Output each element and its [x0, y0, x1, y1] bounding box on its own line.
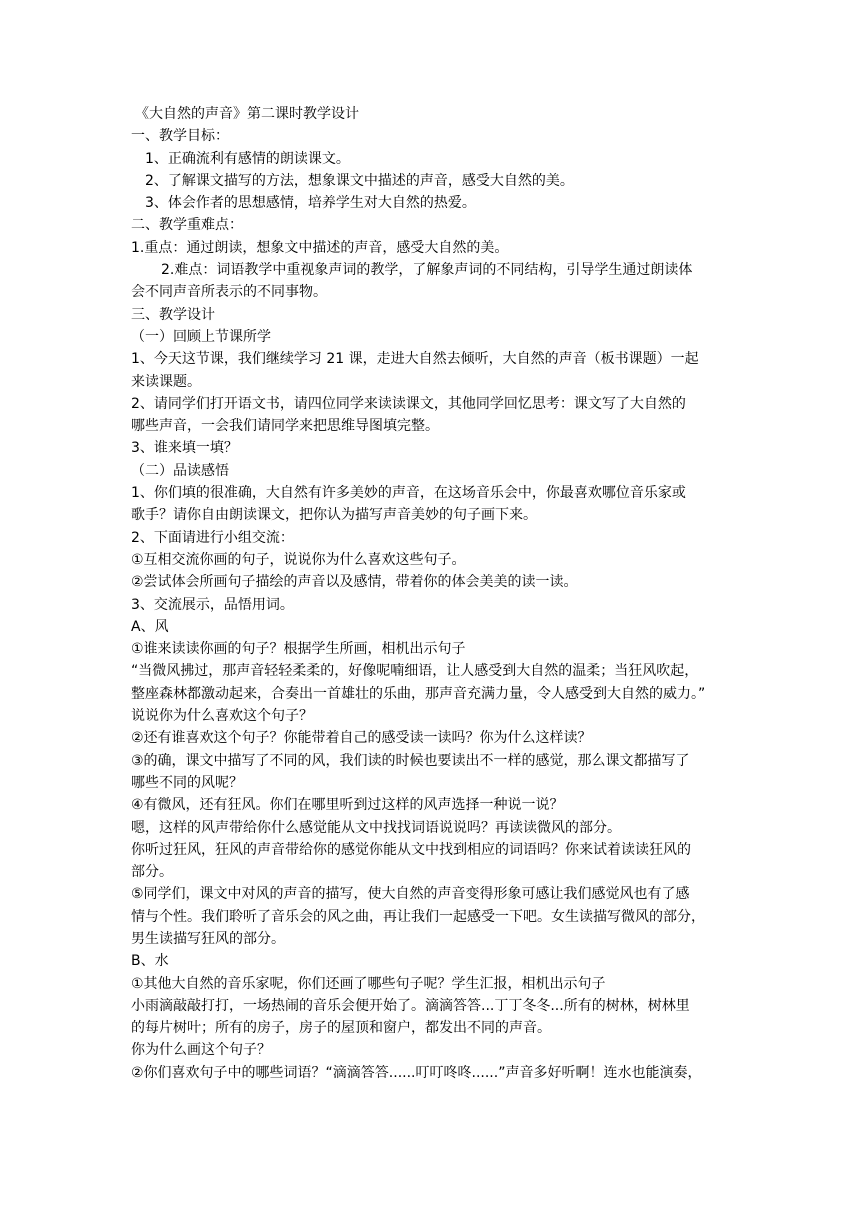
text-line: 1、你们填的很准确，大自然有许多美妙的声音，在这场音乐会中，你最喜欢哪位音乐家或	[131, 485, 686, 502]
quote-line: “当微风拂过，那声音轻轻柔柔的，好像呢喃细语，让人感受到大自然的温柔；当狂风吹起，	[131, 663, 699, 680]
text-line: 哪些声音，一会我们请同学来把思维导图填完整。	[131, 418, 439, 435]
subsection-review: （一）回顾上节课所学	[131, 328, 271, 345]
section-heading-key-points: 二、教学重难点：	[131, 217, 243, 234]
section-heading-objectives: 一、教学目标：	[131, 128, 229, 145]
text-line: 小雨滴敲敲打打，一场热闹的音乐会便开始了。滴滴答答...丁丁冬冬...所有的树林，树林里	[131, 997, 690, 1014]
difficulty-line-1: 2.难点：词语教学中重视象声词的教学，了解象声词的不同结构，引导学生通过朗读体	[161, 262, 693, 279]
text-line: 说说你为什么喜欢这个句子？	[131, 708, 313, 725]
text-line: 哪些不同的风呢？	[131, 774, 243, 791]
text-line: ⑤同学们，课文中对风的声音的描写，使大自然的声音变得形象可感让我们感觉风也有了感	[131, 886, 690, 903]
text-line: ④有微风，还有狂风。你们在哪里听到过这样的风声选择一种说一说？	[131, 797, 564, 814]
text-line: 来读课题。	[131, 373, 201, 390]
text-line: 部分。	[131, 864, 173, 881]
text-line: 你为什么画这个句子？	[131, 1042, 271, 1059]
quote-line: 整座森林都激动起来，合奏出一首雄壮的乐曲，那声音充满力量，令人感受到大自然的威力。”	[131, 685, 706, 702]
text-line: 歌手？请你自由朗读课文，把你认为描写声音美妙的句子画下来。	[131, 507, 537, 524]
text-line: ①互相交流你画的句子，说说你为什么喜欢这些句子。	[131, 551, 466, 568]
text-line: 2、下面请进行小组交流：	[131, 529, 294, 546]
section-heading-design: 三、教学设计	[131, 306, 215, 323]
text-line: ③的确，课文中描写了不同的风，我们读的时候也要读出不一样的感觉，那么课文都描写了	[131, 752, 690, 769]
text-line: 2、请同学们打开语文书，请四位同学来读读课文，其他同学回忆思考：课文写了大自然的	[131, 395, 686, 412]
document-page	[131, 103, 731, 1084]
difficulty-line-2: 会不同声音所表示的不同事物。	[131, 284, 327, 301]
part-heading-water: B、水	[131, 953, 169, 970]
text-line: 1、今天这节课，我们继续学习 21 课，走进大自然去倾听，大自然的声音（板书课题）一起	[131, 351, 699, 368]
objective-3: 3、体会作者的思想感情，培养学生对大自然的热爱。	[145, 195, 476, 212]
text-line: ②尝试体会所画句子描绘的声音以及感情，带着你的体会美美的读一读。	[131, 574, 578, 591]
objective-2: 2、了解课文描写的方法，想象课文中描述的声音，感受大自然的美。	[145, 172, 574, 189]
text-line: 男生读描写狂风的部分。	[131, 930, 285, 947]
text-line: ①谁来读读你画的句子？根据学生所画，相机出示句子	[131, 641, 466, 658]
key-point: 1.重点：通过朗读，想象文中描述的声音，感受大自然的美。	[131, 239, 509, 256]
document-title: 《大自然的声音》第二课时教学设计	[135, 106, 359, 122]
text-line: ②还有谁喜欢这个句子？你能带着自己的感受读一读吗？你为什么这样读？	[131, 730, 592, 747]
text-line: ②你们喜欢句子中的哪些词语？“滴滴答答......叮叮咚咚......”声音多好听啊！连水也能演奏，	[131, 1064, 702, 1081]
part-heading-wind: A、风	[131, 618, 169, 635]
text-line: 3、谁来填一填？	[131, 440, 238, 457]
text-line: 嗯，这样的风声带给你什么感觉能从文中找找词语说说吗？再读读微风的部分。	[131, 819, 621, 836]
text-line: ①其他大自然的音乐家呢，你们还画了哪些句子呢？学生汇报，相机出示句子	[131, 975, 606, 992]
subsection-reading: （二）品读感悟	[131, 462, 229, 479]
text-line: 的每片树叶；所有的房子，房子的屋顶和窗户，都发出不同的声音。	[131, 1020, 551, 1037]
text-line: 3、交流展示，品悟用词。	[131, 596, 294, 613]
text-line: 你听过狂风，狂风的声音带给你的感觉你能从文中找到相应的词语吗？你来试着读读狂风的	[131, 841, 691, 858]
objective-1: 1、正确流利有感情的朗读课文。	[145, 150, 350, 167]
text-line: 情与个性。我们聆听了音乐会的风之曲，再让我们一起感受一下吧。女生读描写微风的部分，	[131, 908, 705, 925]
